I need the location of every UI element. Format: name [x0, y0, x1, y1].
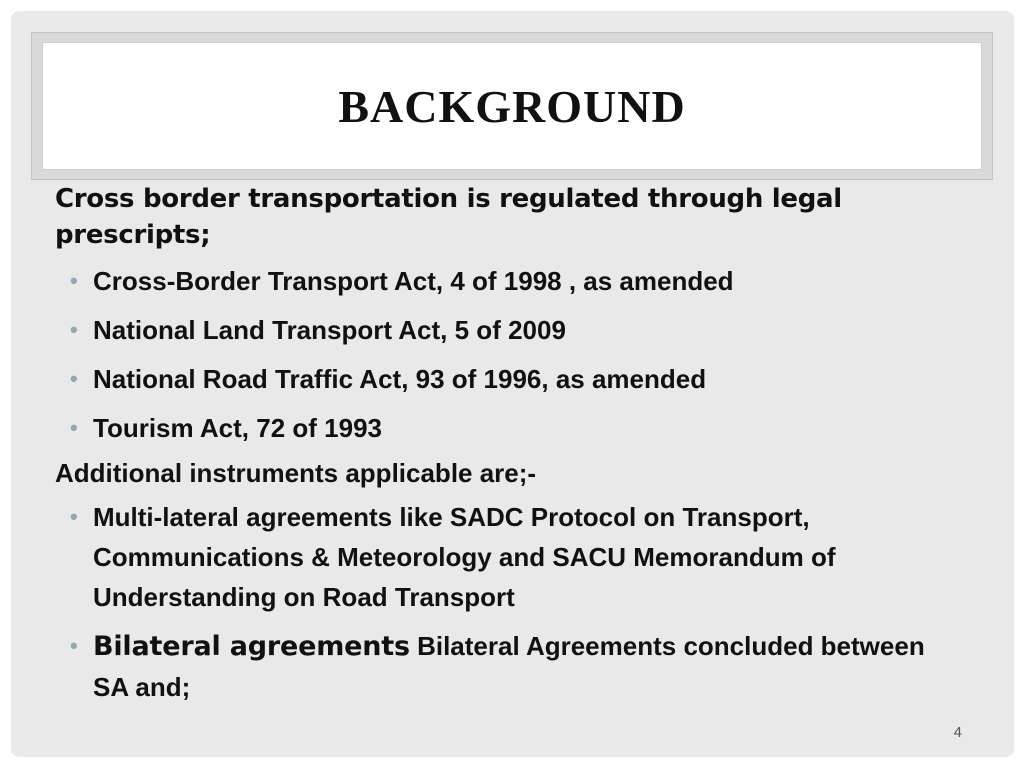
list-item-text: Multi-lateral agreements like SADC Protocol on Transport, Communications & Meteorology and SACU Memorandum of Understanding on Road Transport [93, 502, 836, 612]
list-item-text: National Land Transport Act, 5 of 2009 [93, 315, 566, 345]
slide-title: BACKGROUND [338, 80, 686, 132]
subheading: Additional instruments applicable are;- [55, 458, 537, 488]
list-item [55, 359, 955, 399]
list-item [55, 310, 955, 350]
slide-content [55, 181, 955, 716]
bilateral-lead-text: Bilateral agreements [93, 631, 410, 662]
title-frame [31, 32, 993, 180]
list-item [55, 497, 955, 617]
bullet-icon: • [70, 366, 78, 391]
slide [11, 11, 1014, 757]
bullet-icon: • [70, 268, 78, 293]
bullet-icon: • [70, 504, 78, 529]
bullet-icon: • [70, 415, 78, 440]
list-item-text: Tourism Act, 72 of 1993 [93, 413, 382, 443]
legislation-list [55, 261, 955, 448]
page-number: 4 [953, 724, 962, 741]
list-item-text: Cross-Border Transport Act, 4 of 1998 , as amended [93, 266, 734, 296]
instruments-list [55, 497, 955, 707]
list-item-text: National Road Traffic Act, 93 of 1996, as amended [93, 364, 707, 394]
bullet-icon: • [70, 633, 78, 658]
list-item [55, 408, 955, 448]
list-item [55, 261, 955, 301]
list-item [55, 626, 955, 707]
intro-text: Cross border transportation is regulated through legal prescripts; [55, 184, 842, 250]
bullet-icon: • [70, 317, 78, 342]
title-box [42, 42, 982, 170]
bilateral-rest-text: Bilateral Agreements concluded between SA and; [93, 631, 925, 702]
